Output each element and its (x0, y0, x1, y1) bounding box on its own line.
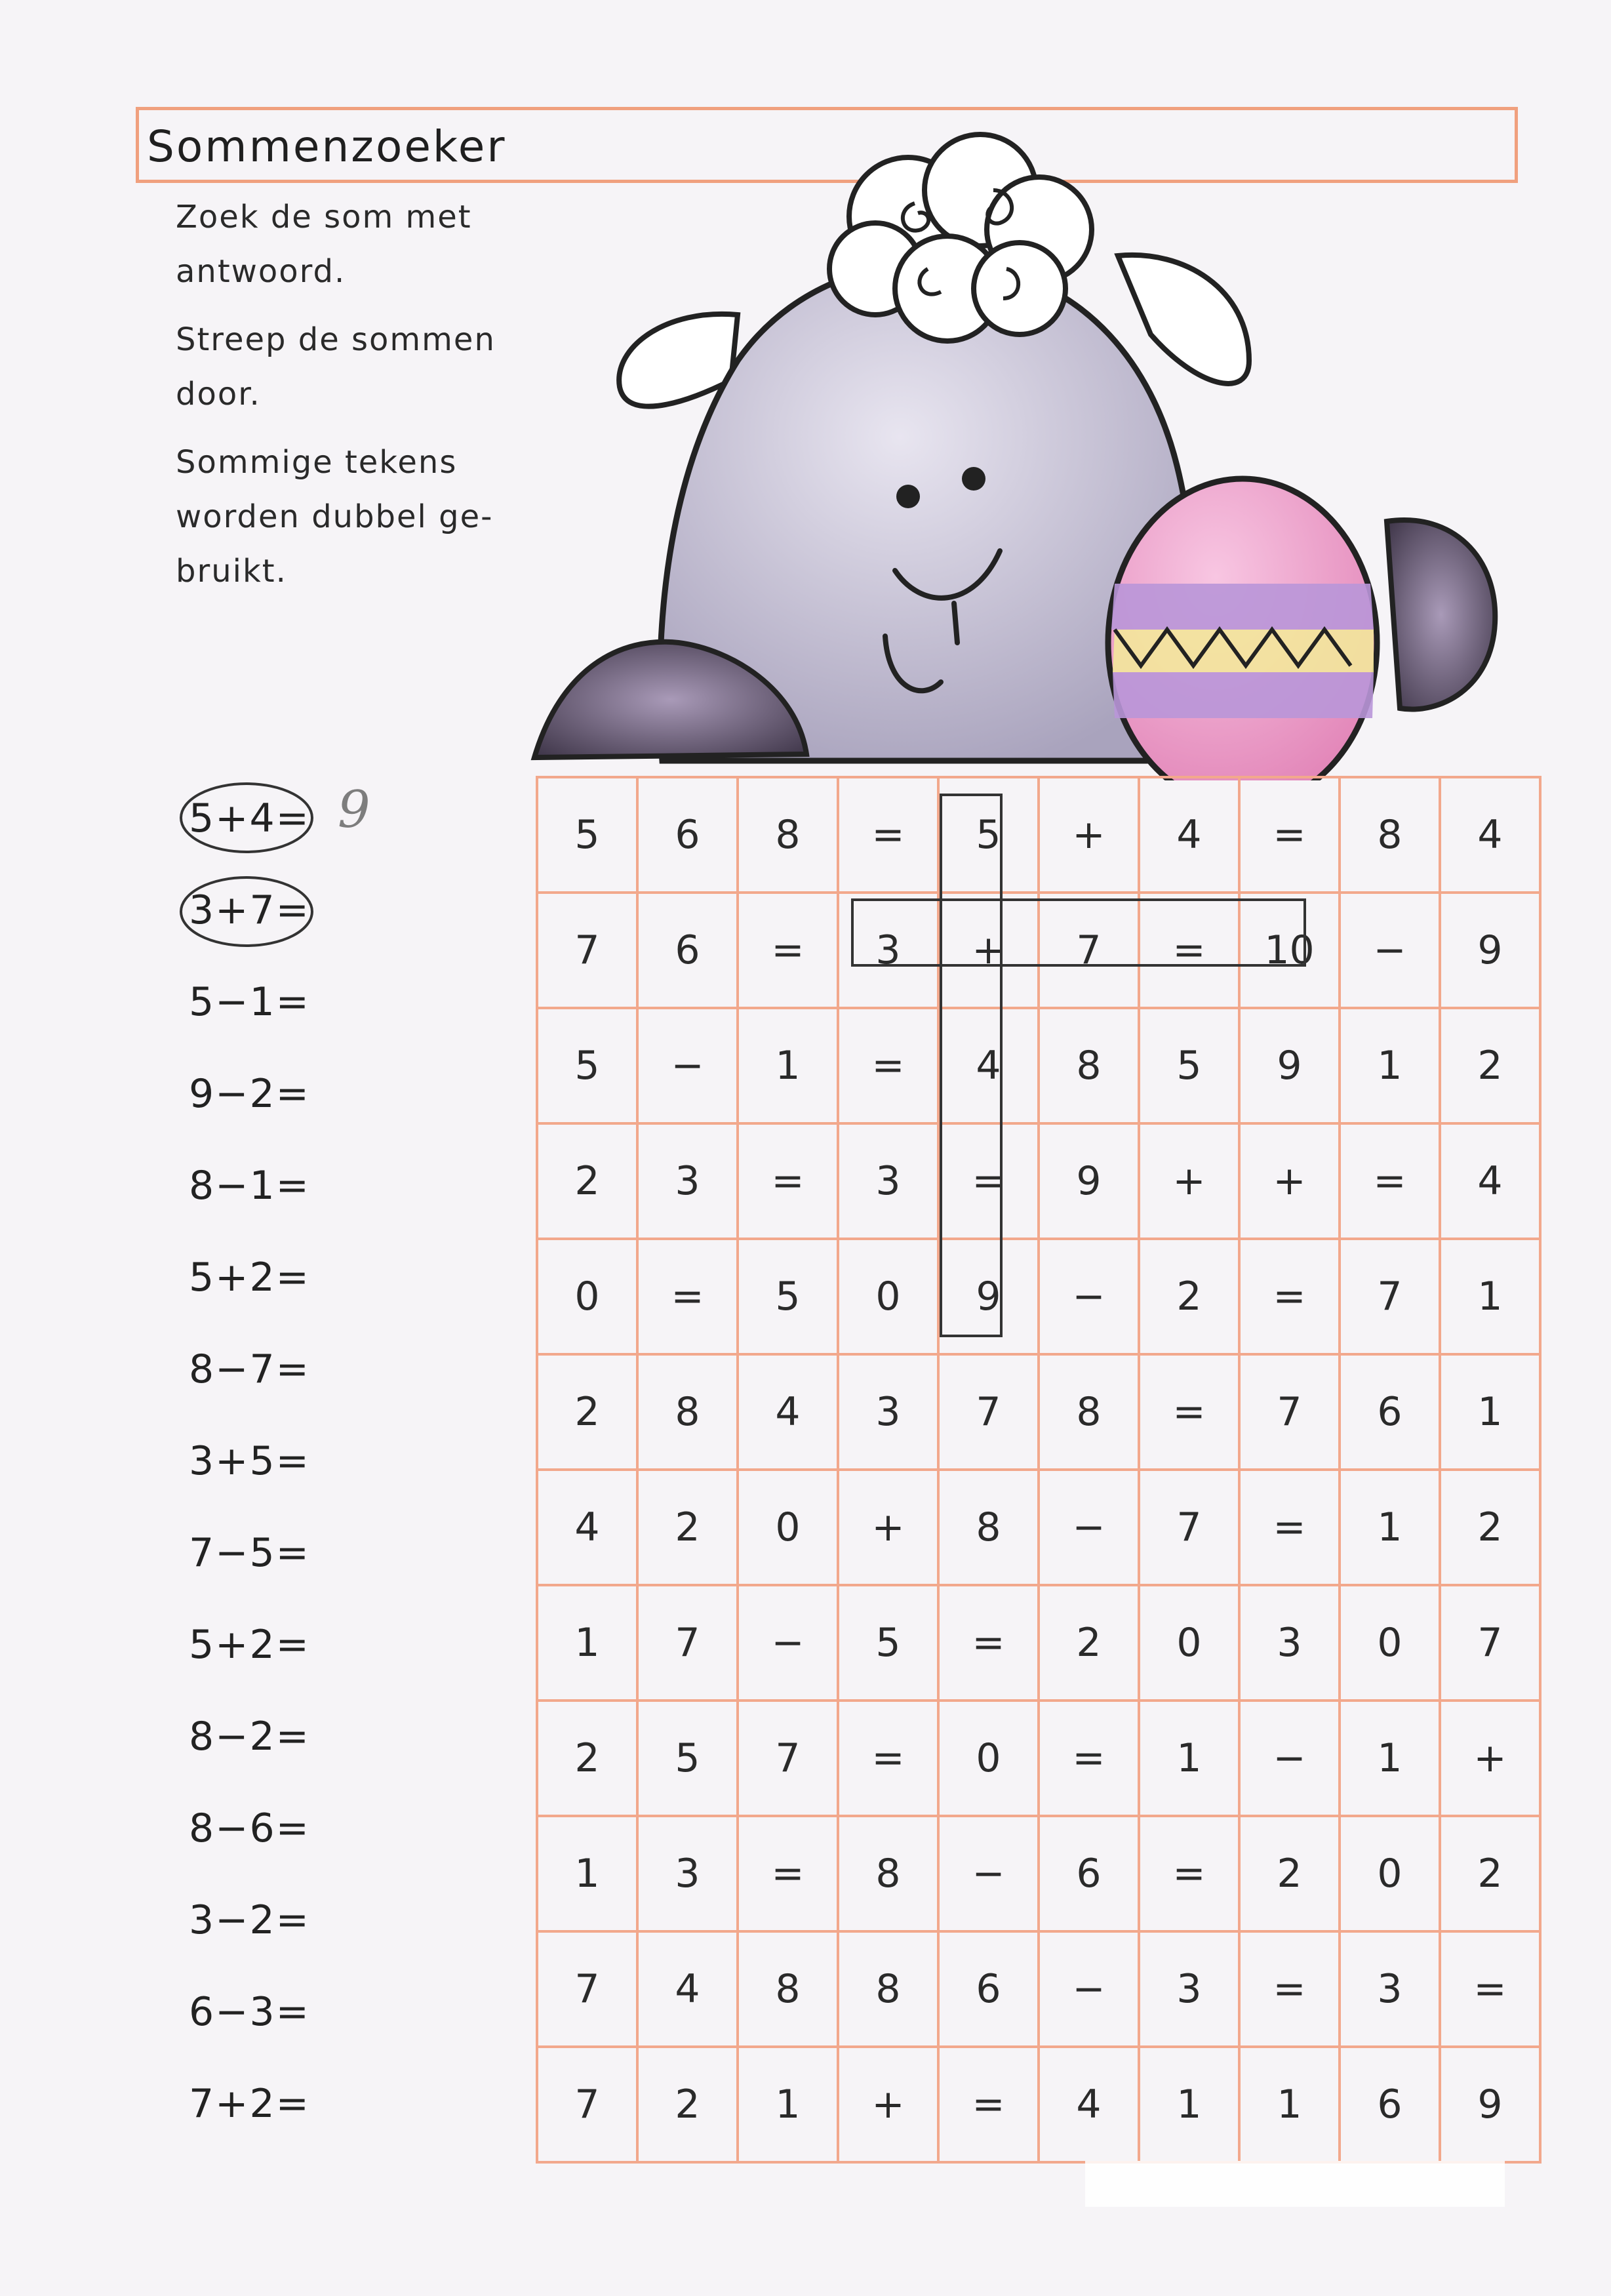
grid-cell: − (1239, 1701, 1340, 1816)
grid-cell: 1 (1239, 2047, 1340, 2162)
grid-cell: 0 (537, 1239, 637, 1354)
grid-row (537, 1239, 1540, 1354)
grid-cell: 8 (738, 1931, 838, 2047)
grid-row (537, 1585, 1540, 1701)
grid-cell: 0 (1340, 1816, 1440, 1931)
sum-item: 3+7= (189, 887, 310, 933)
grid-cell: 7 (537, 2047, 637, 2162)
grid-cell: = (838, 777, 938, 893)
grid-cell: 6 (938, 1931, 1039, 2047)
grid-cell: = (1139, 1354, 1239, 1470)
sum-item: 5+2= (189, 1622, 310, 1668)
grid-row (537, 2047, 1540, 2162)
handwritten-answer: 9 (338, 780, 370, 839)
grid-cell: 2 (1139, 1239, 1239, 1354)
grid-cell: 2 (1039, 1585, 1139, 1701)
grid-cell: 5 (838, 1585, 938, 1701)
grid-cell: = (1139, 893, 1239, 1008)
grid-cell: 9 (1239, 1008, 1340, 1123)
grid-cell: = (938, 1123, 1039, 1239)
grid-cell: = (838, 1008, 938, 1123)
grid-cell: = (1139, 1816, 1239, 1931)
sum-item: 6−3= (189, 1989, 310, 2035)
grid-cell: = (1239, 1931, 1340, 2047)
grid-cell: 2 (537, 1354, 637, 1470)
grid-cell: 1 (1340, 1008, 1440, 1123)
sum-item: 3−2= (189, 1897, 310, 1943)
grid-cell: 2 (1239, 1816, 1340, 1931)
grid-cell: 4 (1139, 777, 1239, 893)
grid-cell: 2 (637, 2047, 738, 2162)
grid-cell: 2 (637, 1470, 738, 1585)
instructions (176, 190, 517, 613)
grid-cell: 2 (537, 1123, 637, 1239)
grid-cell: 6 (1340, 1354, 1440, 1470)
grid-cell: 7 (1440, 1585, 1540, 1701)
grid-cell: 7 (738, 1701, 838, 1816)
grid-cell: = (938, 2047, 1039, 2162)
sum-item: 5+2= (189, 1255, 310, 1300)
grid-cell: 3 (1340, 1931, 1440, 2047)
grid-cell: = (1340, 1123, 1440, 1239)
instruction-3: Sommige tekens worden dubbel ge- bruikt. (176, 444, 494, 590)
grid-cell: 9 (1440, 2047, 1540, 2162)
sum-item: 3+5= (189, 1438, 310, 1484)
grid-cell: 0 (1139, 1585, 1239, 1701)
grid-cell: − (637, 1008, 738, 1123)
grid-cell: 6 (637, 777, 738, 893)
grid-cell: 5 (938, 777, 1039, 893)
grid-row (537, 1701, 1540, 1816)
grid-cell: 1 (1139, 2047, 1239, 2162)
page-title: Sommenzoeker (147, 121, 507, 172)
grid-cell: = (738, 1816, 838, 1931)
grid-cell: 9 (1440, 893, 1540, 1008)
grid-cell: 1 (738, 2047, 838, 2162)
grid-cell: = (637, 1239, 738, 1354)
grid-cell: 10 (1239, 893, 1340, 1008)
grid-cell: 7 (1039, 893, 1139, 1008)
grid-cell: + (838, 2047, 938, 2162)
grid-cell: + (1239, 1123, 1340, 1239)
grid-cell: 7 (1139, 1470, 1239, 1585)
grid-cell: 3 (838, 1354, 938, 1470)
grid-cell: 8 (1039, 1354, 1139, 1470)
sum-list (189, 773, 504, 2150)
grid-cell: 4 (1440, 777, 1540, 893)
grid-cell: 5 (637, 1701, 738, 1816)
grid-row (537, 1931, 1540, 2047)
grid-cell: 0 (938, 1701, 1039, 1816)
number-grid (536, 776, 1541, 2164)
grid-cell: 2 (1440, 1470, 1540, 1585)
grid-cell: 4 (1440, 1123, 1540, 1239)
grid-cell: − (1039, 1239, 1139, 1354)
sum-item: 7−5= (189, 1530, 310, 1576)
instruction-2: Streep de sommen door. (176, 321, 496, 413)
grid-row (537, 777, 1540, 893)
grid-cell: + (838, 1470, 938, 1585)
grid-cell: 8 (938, 1470, 1039, 1585)
grid-cell: + (1039, 777, 1139, 893)
sum-item: 8−1= (189, 1163, 310, 1209)
grid-cell: 3 (1239, 1585, 1340, 1701)
grid-row (537, 1123, 1540, 1239)
grid-cell: 9 (938, 1239, 1039, 1354)
grid-cell: 1 (738, 1008, 838, 1123)
grid-cell: + (938, 893, 1039, 1008)
grid-cell: 8 (838, 1816, 938, 1931)
grid-cell: 1 (1440, 1239, 1540, 1354)
grid-cell: 5 (537, 777, 637, 893)
grid-cell: 1 (537, 1816, 637, 1931)
grid-cell: 9 (1039, 1123, 1139, 1239)
grid-cell: = (838, 1701, 938, 1816)
grid-cell: 7 (537, 893, 637, 1008)
grid-cell: 3 (637, 1816, 738, 1931)
grid-cell: = (1440, 1931, 1540, 2047)
grid-cell: 6 (1340, 2047, 1440, 2162)
grid-cell: 6 (637, 893, 738, 1008)
grid-cell: 2 (1440, 1816, 1540, 1931)
grid-cell: 1 (1340, 1701, 1440, 1816)
grid-cell: 7 (938, 1354, 1039, 1470)
grid-cell: 7 (537, 1931, 637, 2047)
grid-cell: − (1039, 1470, 1139, 1585)
grid-cell: 1 (1340, 1470, 1440, 1585)
sum-item: 7+2= (189, 2081, 310, 2127)
tape-strip (1085, 2161, 1505, 2207)
grid-cell: 1 (537, 1585, 637, 1701)
grid-cell: = (1239, 777, 1340, 893)
grid-cell: 7 (637, 1585, 738, 1701)
sum-item: 5+4= (189, 796, 310, 841)
grid-cell: 1 (1139, 1701, 1239, 1816)
grid-cell: 4 (1039, 2047, 1139, 2162)
grid-cell: 3 (838, 1123, 938, 1239)
grid-cell: − (1039, 1931, 1139, 2047)
sum-item: 8−2= (189, 1714, 310, 1760)
grid-cell: + (1440, 1701, 1540, 1816)
grid-cell: 4 (938, 1008, 1039, 1123)
grid-cell: 3 (838, 893, 938, 1008)
grid-row (537, 1470, 1540, 1585)
grid-cell: = (1039, 1701, 1139, 1816)
grid-cell: 7 (1239, 1354, 1340, 1470)
grid-row (537, 1816, 1540, 1931)
grid-cell: 7 (1340, 1239, 1440, 1354)
grid-cell: 8 (838, 1931, 938, 2047)
grid-cell: 3 (637, 1123, 738, 1239)
grid-cell: 0 (1340, 1585, 1440, 1701)
sum-item: 8−6= (189, 1805, 310, 1851)
grid-cell: 2 (1440, 1008, 1540, 1123)
grid-row (537, 1008, 1540, 1123)
grid-cell: 5 (1139, 1008, 1239, 1123)
sheep-egg-illustration (521, 98, 1511, 780)
grid-cell: = (938, 1585, 1039, 1701)
grid-row (537, 1354, 1540, 1470)
grid-cell: = (738, 893, 838, 1008)
sum-item: 8−7= (189, 1346, 310, 1392)
grid-cell: 1 (1440, 1354, 1540, 1470)
grid-cell: 5 (738, 1239, 838, 1354)
grid-cell: 8 (1340, 777, 1440, 893)
grid-cell: = (738, 1123, 838, 1239)
grid-cell: 5 (537, 1008, 637, 1123)
grid-row (537, 893, 1540, 1008)
grid-cell: = (1239, 1239, 1340, 1354)
sum-item: 5−1= (189, 979, 310, 1025)
sum-item: 9−2= (189, 1071, 310, 1117)
grid-cell: 4 (537, 1470, 637, 1585)
grid-cell: 8 (1039, 1008, 1139, 1123)
grid-cell: + (1139, 1123, 1239, 1239)
grid-cell: 4 (637, 1931, 738, 2047)
grid-cell: − (1340, 893, 1440, 1008)
grid-cell: 2 (537, 1701, 637, 1816)
grid-cell: 0 (738, 1470, 838, 1585)
instruction-1: Zoek de som met antwoord. (176, 199, 472, 290)
grid-cell: − (738, 1585, 838, 1701)
grid-cell: 0 (838, 1239, 938, 1354)
grid-cell: 4 (738, 1354, 838, 1470)
grid-cell: 6 (1039, 1816, 1139, 1931)
grid-cell: 8 (637, 1354, 738, 1470)
grid-cell: − (938, 1816, 1039, 1931)
grid-cell: = (1239, 1470, 1340, 1585)
grid-cell: 3 (1139, 1931, 1239, 2047)
grid-cell: 8 (738, 777, 838, 893)
